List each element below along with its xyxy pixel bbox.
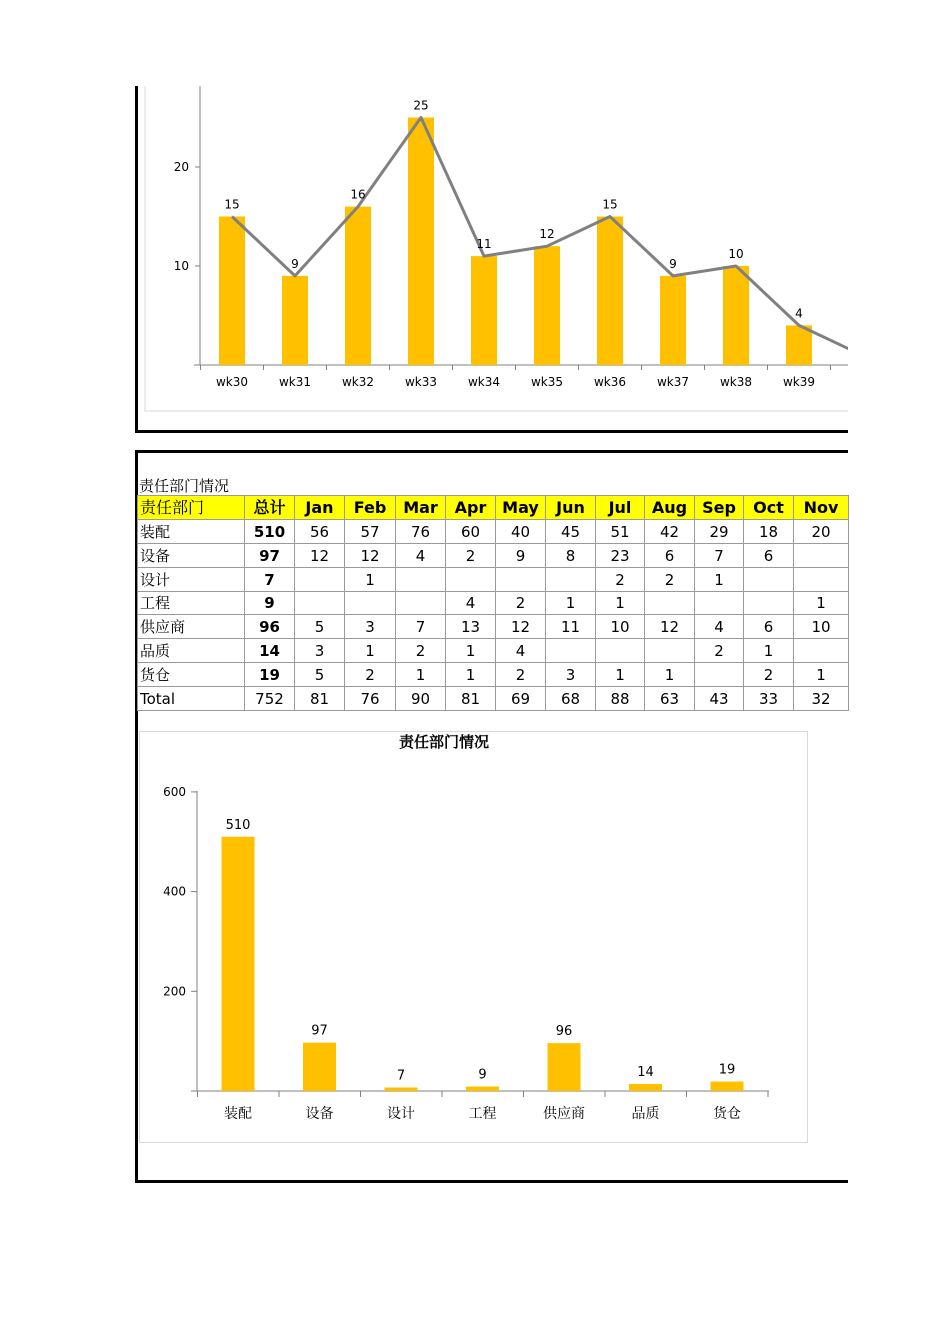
- month-cell: 12: [295, 543, 345, 567]
- bar: [597, 217, 623, 366]
- month-cell: 45: [546, 519, 596, 543]
- bar: [408, 118, 434, 366]
- month-cell: 6: [645, 543, 695, 567]
- frame-top-middle: [135, 450, 848, 453]
- bar: [466, 1087, 499, 1091]
- table-row: [138, 543, 849, 567]
- bar: [219, 217, 245, 366]
- month-cell: [396, 567, 446, 591]
- month-cell: 2: [695, 639, 744, 663]
- month-cell: 68: [546, 687, 596, 711]
- month-cell: Jun: [546, 496, 596, 520]
- table-title: 责任部门情况: [139, 477, 230, 495]
- month-cell: 12: [645, 615, 695, 639]
- row-label: 货仓: [138, 663, 245, 687]
- month-cell: 4: [496, 639, 546, 663]
- row-label: 工程: [138, 591, 245, 615]
- data-label: 9: [669, 256, 677, 271]
- y-tick-label: 200: [163, 984, 186, 999]
- data-label: 97: [311, 1023, 328, 1039]
- bar: [471, 256, 497, 365]
- month-cell: [295, 567, 345, 591]
- month-cell: [794, 567, 849, 591]
- month-cell: 4: [446, 591, 496, 615]
- department-chart: [139, 731, 809, 1145]
- month-cell: 57: [345, 519, 396, 543]
- data-label: 9: [291, 256, 299, 271]
- month-cell: 2: [496, 663, 546, 687]
- month-cell: 3: [345, 615, 396, 639]
- month-cell: 81: [295, 687, 345, 711]
- month-cell: May: [496, 496, 546, 520]
- month-cell: Apr: [446, 496, 496, 520]
- total-cell: 总计: [245, 496, 295, 520]
- month-cell: 18: [744, 519, 794, 543]
- month-cell: 2: [345, 663, 396, 687]
- data-label: 19: [718, 1062, 736, 1078]
- bar: [385, 1088, 418, 1091]
- data-label: 10: [728, 247, 744, 261]
- x-tick-label: wk39: [782, 375, 816, 389]
- month-cell: Aug: [645, 496, 695, 520]
- weekly-chart: [140, 86, 848, 416]
- month-cell: 1: [645, 663, 695, 687]
- month-cell: 1: [546, 591, 596, 615]
- row-label: 装配: [138, 519, 245, 543]
- x-tick-label: 设备: [305, 1106, 334, 1122]
- row-label: 设备: [138, 543, 245, 567]
- table-row: [138, 615, 849, 639]
- row-label: 品质: [138, 639, 245, 663]
- month-cell: 42: [645, 519, 695, 543]
- x-tick-label: wk37: [656, 375, 690, 389]
- month-cell: 4: [396, 543, 446, 567]
- month-cell: 90: [396, 687, 446, 711]
- month-cell: 5: [295, 615, 345, 639]
- month-cell: [695, 663, 744, 687]
- x-tick-label: wk33: [404, 375, 438, 389]
- month-cell: 9: [496, 543, 546, 567]
- department-table: [137, 495, 849, 711]
- month-cell: 33: [744, 687, 794, 711]
- month-cell: [396, 591, 446, 615]
- y-tick-label: 20: [173, 160, 189, 174]
- frame-bottom-top: [135, 430, 848, 433]
- data-label: 15: [602, 197, 618, 212]
- data-label: 25: [413, 98, 429, 113]
- x-tick-label: wk38: [719, 375, 753, 389]
- month-cell: Feb: [345, 496, 396, 520]
- month-cell: 2: [744, 663, 794, 687]
- total-cell: 19: [245, 663, 295, 687]
- month-cell: 5: [295, 663, 345, 687]
- month-cell: 2: [496, 591, 546, 615]
- data-label: 11: [476, 237, 492, 252]
- x-tick-label: 供应商: [543, 1106, 585, 1122]
- month-cell: 40: [496, 519, 546, 543]
- table-row: [138, 663, 849, 687]
- chart-title: 责任部门情况: [398, 733, 490, 751]
- frame-left-top: [135, 86, 138, 433]
- month-cell: 3: [295, 639, 345, 663]
- month-cell: Nov: [794, 496, 849, 520]
- bar: [282, 276, 308, 365]
- table-row: [138, 519, 849, 543]
- total-cell: 510: [245, 519, 295, 543]
- x-tick-label: wk30: [215, 375, 249, 389]
- month-cell: [744, 567, 794, 591]
- x-tick-label: 装配: [224, 1106, 252, 1122]
- data-label: 4: [795, 306, 803, 321]
- month-cell: [295, 591, 345, 615]
- month-cell: 12: [496, 615, 546, 639]
- month-cell: 10: [794, 615, 849, 639]
- month-cell: 12: [345, 543, 396, 567]
- data-label: 510: [225, 817, 251, 833]
- month-cell: 63: [645, 687, 695, 711]
- total-cell: 752: [245, 687, 295, 711]
- month-cell: Jan: [295, 496, 345, 520]
- month-cell: 76: [345, 687, 396, 711]
- month-cell: 1: [446, 639, 496, 663]
- month-cell: [596, 639, 645, 663]
- month-cell: 2: [596, 567, 645, 591]
- month-cell: 1: [794, 663, 849, 687]
- month-cell: 32: [794, 687, 849, 711]
- row-label: Total: [138, 687, 245, 711]
- total-cell: 97: [245, 543, 295, 567]
- bar: [548, 1043, 581, 1091]
- month-cell: 20: [794, 519, 849, 543]
- month-cell: Oct: [744, 496, 794, 520]
- month-cell: 8: [546, 543, 596, 567]
- row-label: 供应商: [138, 615, 245, 639]
- month-cell: 1: [446, 663, 496, 687]
- month-cell: 1: [695, 567, 744, 591]
- month-cell: 81: [446, 687, 496, 711]
- data-label: 16: [350, 187, 366, 202]
- month-cell: 1: [596, 663, 645, 687]
- month-cell: [794, 543, 849, 567]
- month-cell: 10: [596, 615, 645, 639]
- month-cell: 76: [396, 519, 446, 543]
- month-cell: 51: [596, 519, 645, 543]
- table-row: [138, 567, 849, 591]
- total-cell: 9: [245, 591, 295, 615]
- table-row: [138, 639, 849, 663]
- x-tick-label: 设计: [387, 1106, 415, 1122]
- month-cell: 7: [396, 615, 446, 639]
- bar: [711, 1082, 744, 1091]
- month-cell: [695, 591, 744, 615]
- month-cell: 6: [744, 615, 794, 639]
- month-cell: 7: [695, 543, 744, 567]
- month-cell: 13: [446, 615, 496, 639]
- data-label: 7: [396, 1068, 406, 1084]
- x-tick-label: 工程: [468, 1106, 497, 1122]
- month-cell: 2: [446, 543, 496, 567]
- data-label: 15: [224, 197, 240, 212]
- month-cell: 23: [596, 543, 645, 567]
- total-cell: 96: [245, 615, 295, 639]
- table-row: [138, 687, 849, 711]
- month-cell: 43: [695, 687, 744, 711]
- month-cell: 11: [546, 615, 596, 639]
- month-cell: [496, 567, 546, 591]
- month-cell: 1: [396, 663, 446, 687]
- bar: [660, 276, 686, 365]
- table-row: [138, 591, 849, 615]
- month-cell: 56: [295, 519, 345, 543]
- bar: [345, 207, 371, 365]
- month-cell: [744, 591, 794, 615]
- month-cell: 2: [645, 567, 695, 591]
- x-tick-label: wk31: [278, 375, 312, 389]
- month-cell: 60: [446, 519, 496, 543]
- month-cell: 69: [496, 687, 546, 711]
- y-tick-label: 10: [173, 259, 189, 273]
- row-label: 设计: [138, 567, 245, 591]
- month-cell: [645, 639, 695, 663]
- total-cell: 14: [245, 639, 295, 663]
- month-cell: [546, 639, 596, 663]
- month-cell: [794, 639, 849, 663]
- month-cell: 2: [396, 639, 446, 663]
- month-cell: 3: [546, 663, 596, 687]
- bar: [629, 1084, 662, 1091]
- x-tick-label: 货仓: [713, 1106, 741, 1122]
- month-cell: [345, 591, 396, 615]
- total-cell: 7: [245, 567, 295, 591]
- bar: [534, 246, 560, 365]
- x-tick-label: wk35: [530, 375, 564, 389]
- row-label: 责任部门: [138, 496, 245, 520]
- month-cell: 1: [794, 591, 849, 615]
- month-cell: Sep: [695, 496, 744, 520]
- month-cell: [546, 567, 596, 591]
- month-cell: Mar: [396, 496, 446, 520]
- bar: [723, 266, 749, 365]
- y-tick-label: 600: [163, 784, 186, 799]
- y-tick-label: 400: [163, 884, 186, 899]
- data-label: 9: [478, 1067, 487, 1083]
- data-label: 96: [555, 1024, 573, 1040]
- bar: [222, 837, 255, 1091]
- month-cell: 6: [744, 543, 794, 567]
- month-cell: [645, 591, 695, 615]
- month-cell: 1: [596, 591, 645, 615]
- header-row: [138, 496, 849, 520]
- x-tick-label: wk34: [467, 375, 501, 389]
- bar: [303, 1043, 336, 1091]
- month-cell: [446, 567, 496, 591]
- month-cell: 1: [744, 639, 794, 663]
- x-tick-label: wk32: [341, 375, 375, 389]
- month-cell: 4: [695, 615, 744, 639]
- month-cell: 88: [596, 687, 645, 711]
- month-cell: 29: [695, 519, 744, 543]
- month-cell: Jul: [596, 496, 645, 520]
- frame-bottom-bottom: [135, 1180, 848, 1183]
- x-tick-label: wk36: [593, 375, 627, 389]
- data-label: 12: [539, 227, 555, 242]
- month-cell: 1: [345, 567, 396, 591]
- month-cell: 1: [345, 639, 396, 663]
- x-tick-label: 品质: [631, 1106, 660, 1122]
- data-label: 14: [637, 1065, 654, 1081]
